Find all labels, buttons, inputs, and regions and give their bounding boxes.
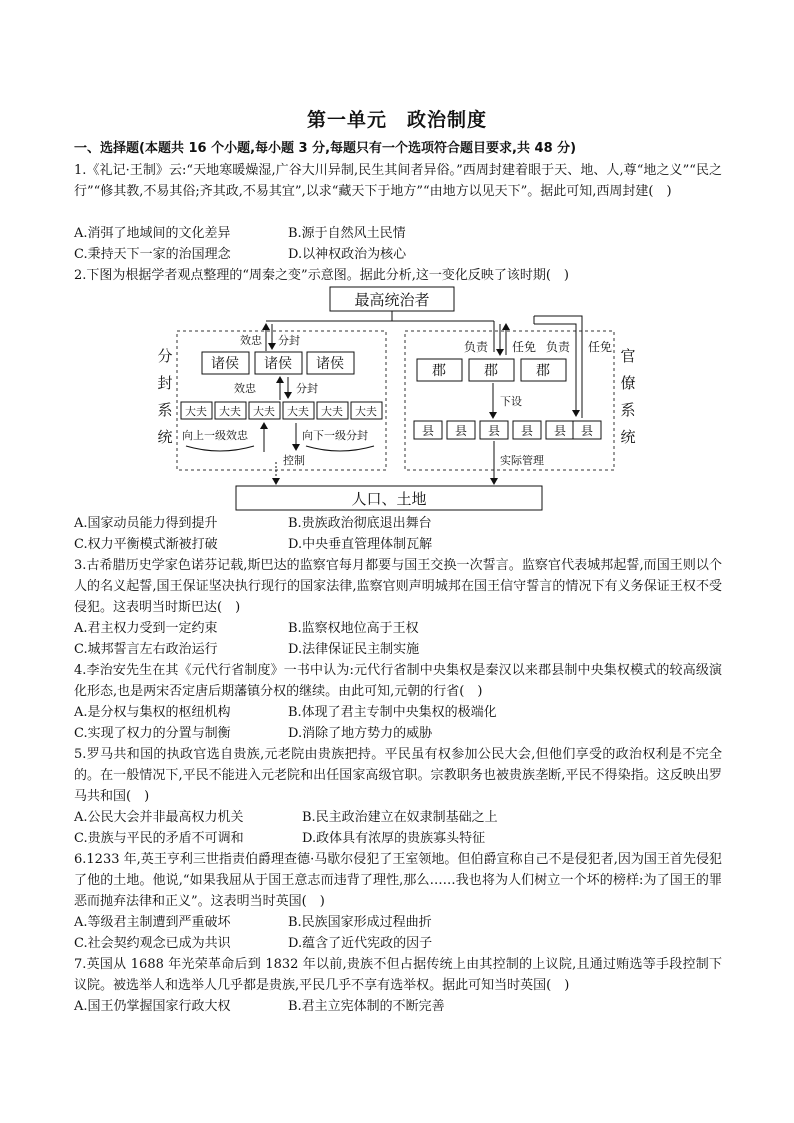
page-title: 第一单元 政治制度 [306,109,487,131]
q2-option-d: D.中央垂直管理体制瓦解 [288,537,433,552]
dafu-box: 大夫 [321,405,343,418]
q5-option-c: C.贵族与平民的矛盾不可调和 [74,831,244,846]
appoint-label-1: 任免 [512,340,537,354]
control-label: 控制 [283,454,305,467]
q3-option-a: A.君主权力受到一定约束 [74,621,218,636]
q3-option-b: B.监察权地位高于王权 [288,621,419,636]
fief-label-2: 分封 [296,382,318,395]
q6-option-d: D.蕴含了近代宪政的因子 [288,936,433,951]
appoint-label-2: 任免 [588,340,613,354]
loyalty-label-1: 效忠 [240,334,262,347]
right-side-char: 官 [620,347,636,365]
q4-option-b: B.体现了君主专制中央集权的极端化 [288,705,497,720]
q6-option-a: A.等级君主制遭到严重破坏 [74,915,231,930]
fief-label-1: 分封 [278,334,300,347]
question-1-stem: 1.《礼记·王制》云:“天地寒暖燥湿,广谷大川异制,民生其间者异俗。”西周封建着眼于天、地、人,尊“地之义”“民之行”“修其教,不易其俗;齐其政,不易其宜”,以求“藏天下于地方”“由地方以见天下”。据此可知,西周封建( ) [74,163,722,199]
q4-option-c: C.实现了权力的分置与制衡 [74,726,231,741]
subordinate-label: 下设 [500,395,522,408]
xian-box: 县 [487,424,501,438]
q1-option-d: D.以神权政治为核心 [288,247,407,262]
zhuhou-box: 诸侯 [211,356,239,372]
left-side-char: 分 [157,347,173,365]
loyalty-label-2: 效忠 [234,382,256,395]
jun-box: 郡 [432,363,446,379]
q7-option-b: B.君主立宪体制的不断完善 [288,999,445,1014]
question-7-stem: 7.英国从 1688 年光荣革命后到 1832 年以前,贵族不但占据传统上由其控制的上议院,且通过贿选等手段控制下议院。被选举人和选举人几乎都是贵族,平民几乎不享有选举权。据此可知当时英国( ) [74,957,722,993]
q1-option-a: A.消弭了地域间的文化差异 [74,226,231,241]
xian-box: 县 [580,424,594,438]
q2-option-a: A.国家动员能力得到提升 [74,516,218,531]
jun-box: 郡 [536,363,550,379]
question-5-stem: 5.罗马共和国的执政官选自贵族,元老院由贵族把持。平民虽有权参加公民大会,但他们享受的政治权利是不完全的。在一般情况下,平民不能进入元老院和出任国家高级官职。宗教职务也被贵族垄断,平民不得染指。这反映出罗马共和国( ) [74,747,722,804]
right-side-char: 系 [620,401,636,419]
down-fief-label: 向下一级分封 [302,429,368,442]
right-side-char: 僚 [620,374,636,392]
xian-box: 县 [553,424,567,438]
xian-box: 县 [421,424,435,438]
q1-option-b: B.源于自然风土民情 [288,226,406,241]
zhuhou-box: 诸侯 [264,356,292,372]
jun-box: 郡 [484,363,498,379]
q3-option-c: C.城邦誓言左右政治运行 [74,642,218,657]
top-ruler-label: 最高统治者 [354,291,430,309]
up-loyal-label: 向上一级效忠 [182,429,248,442]
zhuhou-box: 诸侯 [316,356,344,372]
q5-option-b: B.民主政治建立在奴隶制基础之上 [302,810,498,825]
q6-option-c: C.社会契约观念已成为共识 [74,936,231,951]
left-side-char: 统 [157,428,173,446]
q7-option-a: A.国王仍掌握国家行政大权 [74,999,231,1014]
xian-box: 县 [520,424,534,438]
population-land-label: 人口、土地 [351,490,427,508]
q4-option-d: D.消除了地方势力的威胁 [288,726,433,741]
question-6-stem: 6.1233 年,英王亨利三世指责伯爵理查德·马歇尔侵犯了王室领地。但伯爵宣称自己不是侵犯者,因为国王首先侵犯了他的土地。他说,“如果我屈从于国王意志而违背了理性,那么……我也将为人们树立一个坏的榜样:为了国王的罪恶而抛弃法律和正义”。这表明当时英国( ) [74,852,722,909]
section-header: 一、选择题(本题共 16 个小题,每小题 3 分,每题只有一个选项符合题目要求,共 48 分) [74,141,577,156]
responsible-label-2: 负责 [545,340,570,354]
left-side-char: 系 [157,401,173,419]
dafu-box: 大夫 [287,405,309,418]
q2-option-b: B.贵族政治彻底退出舞台 [288,516,432,531]
q5-option-d: D.政体具有浓厚的贵族寡头特征 [302,831,486,846]
q2-option-c: C.权力平衡模式渐被打破 [74,537,218,552]
question-4-stem: 4.李治安先生在其《元代行省制度》一书中认为:元代行省制中央集权是秦汉以来郡县制中央集权模式的较高级演化形态,也是两宋否定唐后期藩镇分权的继续。由此可知,元朝的行省( ) [74,663,722,699]
dafu-box: 大夫 [185,405,207,418]
q6-option-b: B.民族国家形成过程曲折 [288,915,432,930]
q3-option-d: D.法律保证民主制实施 [288,642,420,657]
actual-management-label: 实际管理 [500,454,544,467]
zhou-qin-diagram [0,0,794,520]
responsible-label-1: 负责 [463,340,488,354]
q1-option-c: C.秉持天下一家的治国理念 [74,247,231,262]
left-side-char: 封 [157,374,173,392]
question-3-stem: 3.古希腊历史学家色诺芬记载,斯巴达的监察官每月都要与国王交换一次誓言。监察官代表城邦起誓,而国王则以个人的名义起誓,国王保证坚决执行现行的国家法律,监察官则声明城邦在国王信守誓言的情况下有义务保证王权不受侵犯。这表明当时斯巴达( ) [74,558,722,615]
q4-option-a: A.是分权与集权的枢纽机构 [74,705,231,720]
xian-box: 县 [454,424,468,438]
dafu-box: 大夫 [219,405,241,418]
q5-option-a: A.公民大会并非最高权力机关 [74,810,244,825]
dafu-box: 大夫 [355,405,377,418]
question-2-stem: 2.下图为根据学者观点整理的“周秦之变”示意图。据此分析,这一变化反映了该时期( ) [74,268,569,283]
dafu-box: 大夫 [253,405,275,418]
right-side-char: 统 [620,428,636,446]
